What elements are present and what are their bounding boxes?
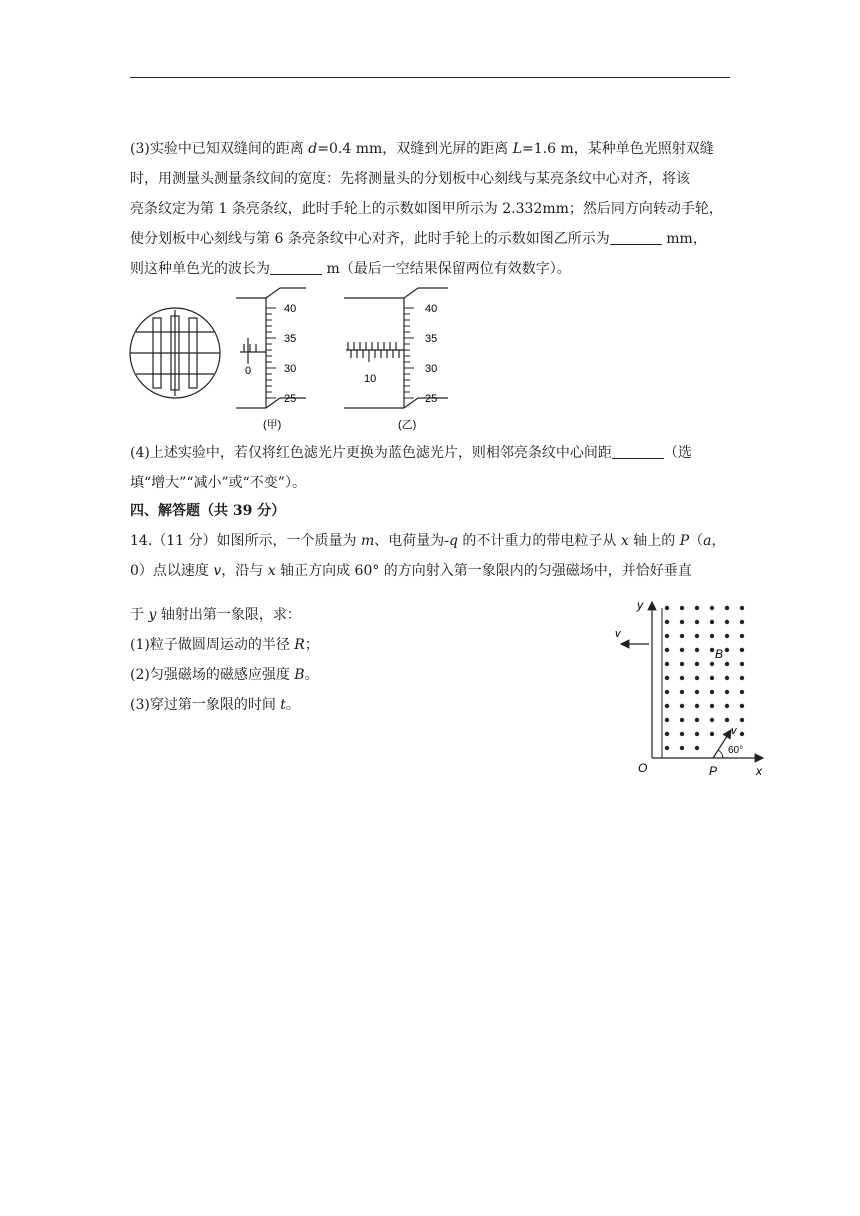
field-dot (740, 704, 744, 708)
yi-tick-35: 35 (425, 333, 438, 345)
part4-line2: 填“增大”“减小”或“不变”）。 (130, 475, 306, 491)
v-left-label: v (615, 628, 621, 640)
jia-tick-40: 40 (284, 303, 297, 315)
part4-line1: (4)上述实验中，若仅将红色滤光片更换为蓝色滤光片，则相邻亮条纹中心间距 （选 (130, 445, 692, 461)
yi-caption: (乙) (398, 419, 417, 431)
field-dot (740, 634, 744, 638)
field-dot (740, 718, 744, 722)
field-dot (695, 676, 699, 680)
field-dot (740, 620, 744, 624)
angle-label: 60° (728, 745, 744, 756)
field-dot (710, 662, 714, 666)
yi-tick-25: 25 (425, 393, 438, 405)
field-dot (725, 648, 729, 652)
field-dot (680, 690, 684, 694)
field-dot (710, 732, 714, 736)
field-dot (680, 704, 684, 708)
field-dot (680, 606, 684, 610)
q14-line1: 14.（11 分）如图所示，一个质量为 m、电荷量为-q 的不计重力的带电粒子从 x 轴上的 P（a， (130, 533, 726, 549)
field-dot (665, 634, 669, 638)
yi-main-ten: 10 (364, 373, 377, 385)
field-dot (695, 746, 699, 750)
field-dot (665, 732, 669, 736)
field-dot (710, 718, 714, 722)
field-dot (740, 662, 744, 666)
jia-tick-35: 35 (284, 333, 297, 345)
field-dot (740, 732, 744, 736)
field-dot (725, 676, 729, 680)
field-dot (680, 620, 684, 624)
b-label: B (715, 647, 724, 661)
field-dot (695, 718, 699, 722)
field-dot (680, 718, 684, 722)
part3-line3: 亮条纹定为第 1 条亮条纹，此时手轮上的示数如图甲所示为 2.332mm；然后同方向转动手轮， (130, 201, 723, 217)
y-label: y (637, 598, 643, 612)
jia-tick-30: 30 (284, 363, 297, 375)
yi-thimble-ticks (404, 308, 414, 398)
answer-blank-1[interactable] (610, 230, 662, 245)
q14-line3: 于 y 轴射出第一象限，求： (130, 607, 301, 623)
x-label: x (756, 764, 762, 778)
q14-sub3: (3)穿过第一象限的时间 t。 (130, 697, 300, 713)
part3-line1: (3)实验中已知双缝间的距离 d=0.4 mm，双缝到光屏的距离 L=1.6 m，某种单色光照射双缝 (130, 141, 714, 157)
field-dot (665, 606, 669, 610)
field-dot (740, 690, 744, 694)
field-dot (695, 606, 699, 610)
field-dot (740, 648, 744, 652)
v-near-label: v (731, 725, 737, 737)
field-dot (725, 634, 729, 638)
field-dot (725, 662, 729, 666)
field-dot (710, 704, 714, 708)
header-rule (130, 77, 730, 78)
field-dot (665, 746, 669, 750)
q14-line2: 0）点以速度 v，沿与 x 轴正方向成 60° 的方向射入第一象限内的匀强磁场中，并恰好垂直 (130, 563, 692, 579)
field-dot (710, 690, 714, 694)
p-label: P (709, 764, 718, 778)
field-dot (695, 662, 699, 666)
answer-blank-2[interactable] (270, 260, 322, 275)
magnetic-field-figure (605, 592, 785, 784)
field-dot (740, 676, 744, 680)
yi-tick-30: 30 (425, 363, 438, 375)
field-dot (665, 648, 669, 652)
field-dot (680, 648, 684, 652)
field-dot (665, 620, 669, 624)
field-dot (695, 620, 699, 624)
field-dot (665, 704, 669, 708)
field-dot (740, 606, 744, 610)
field-dot (680, 746, 684, 750)
field-dot (710, 648, 714, 652)
field-dot (665, 690, 669, 694)
yi-tick-40: 40 (425, 303, 438, 315)
field-dot (710, 606, 714, 610)
field-dot (710, 634, 714, 638)
field-dot (695, 690, 699, 694)
jia-caption: (甲) (263, 419, 282, 431)
origin-label: O (638, 761, 648, 775)
jia-tick-25: 25 (284, 393, 297, 405)
part3-line5: 则这种单色光的波长为 m（最后一空结果保留两位有效数字）。 (130, 261, 571, 277)
field-dot (725, 704, 729, 708)
eyepiece-view (130, 308, 220, 398)
angle-arc (718, 750, 723, 758)
answer-blank-3[interactable] (612, 444, 664, 459)
field-dot (695, 634, 699, 638)
jia-main-zero: 0 (245, 365, 252, 377)
field-dot (725, 718, 729, 722)
q14-sub2: (2)匀强磁场的磁感应强度 B。 (130, 667, 319, 683)
field-dot (680, 634, 684, 638)
field-dot (725, 690, 729, 694)
field-dot (665, 662, 669, 666)
field-dot (725, 606, 729, 610)
field-dot (680, 732, 684, 736)
micrometer-figure (128, 286, 468, 436)
q14-sub1: (1)粒子做圆周运动的半径 R； (130, 637, 319, 653)
jia-thimble-ticks (266, 308, 276, 398)
field-dot (695, 704, 699, 708)
field-dot (695, 648, 699, 652)
field-dot (665, 718, 669, 722)
part3-line2: 时，用测量头测量条纹间的宽度：先将测量头的分划板中心刻线与某亮条纹中心对齐，将该 (130, 171, 690, 187)
field-dot (695, 732, 699, 736)
field-dot (725, 620, 729, 624)
field-dot (710, 620, 714, 624)
field-dot (665, 676, 669, 680)
field-dot (680, 676, 684, 680)
field-dot (710, 676, 714, 680)
section-heading: 四、解答题（共 39 分） (130, 503, 286, 519)
part3-line4: 使分划板中心刻线与第 6 条亮条纹中心对齐，此时手轮上的示数如图乙所示为 mm， (130, 231, 707, 247)
field-dot (680, 662, 684, 666)
